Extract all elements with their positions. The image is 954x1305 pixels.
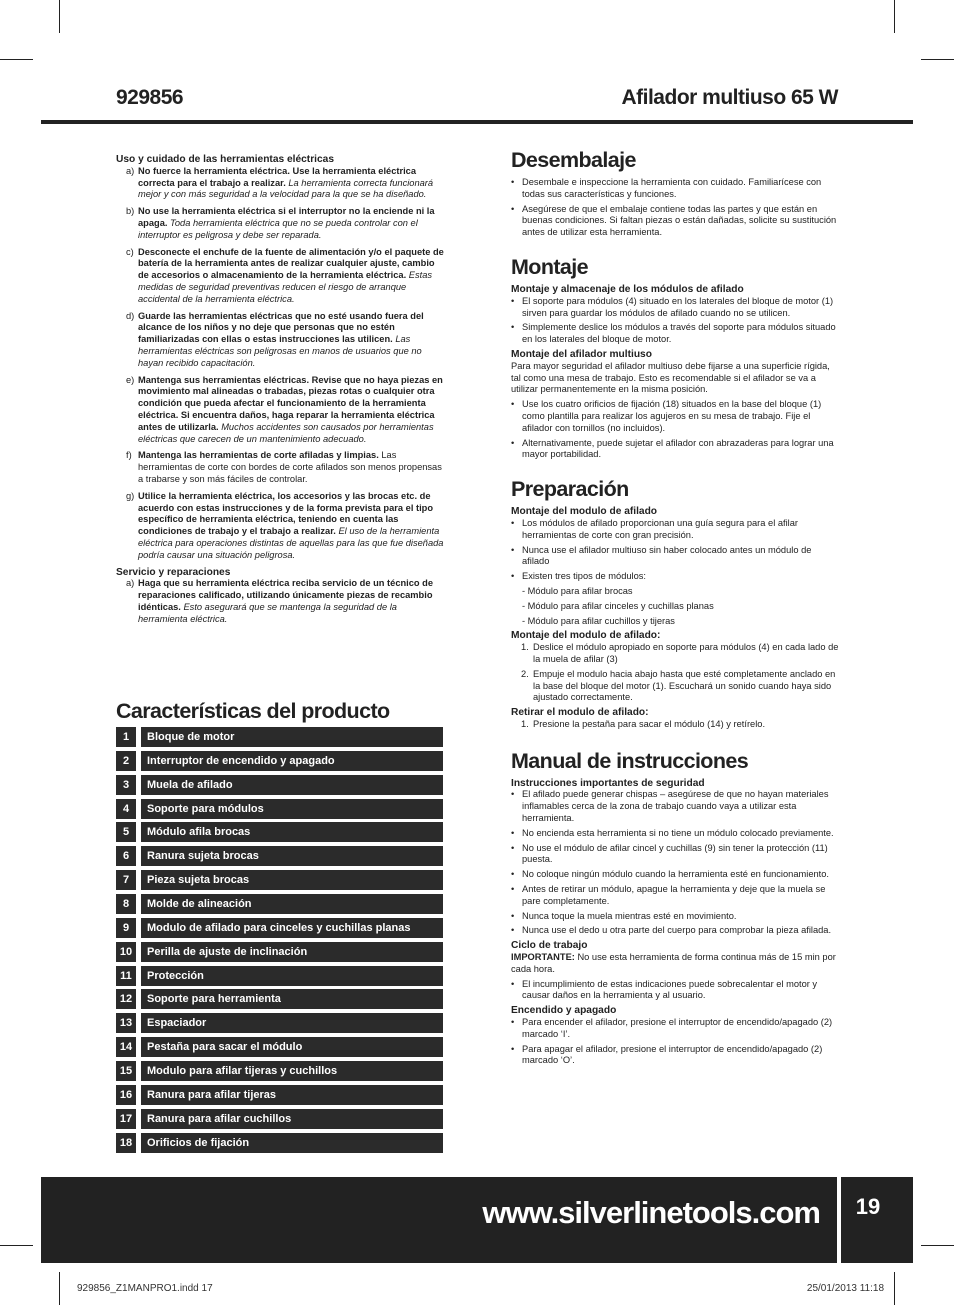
feature-number: 8 (116, 894, 136, 914)
bullet-item: • Nunca toque la muela mientras esté en movimiento. (511, 911, 841, 923)
feature-row (116, 894, 443, 914)
preparacion-sub1: Montaje del modulo de afilado (511, 506, 658, 518)
step-marker: 1. (521, 718, 529, 729)
montaje-para2: Para mayor seguridad el afilador multiuso debe fijarse a una superficie rígida, tal como una mesa de trabajo. Esto es recomendable si el afilador se va a utilizar permanentemente en la misma posición. (511, 360, 830, 395)
dash-item: - Módulo para afilar brocas (522, 585, 633, 596)
preparacion-sub3: Retirar el modulo de afilado: (511, 707, 649, 719)
crop-mark (0, 1245, 33, 1246)
item-italic-text: Las herramientas eléctricas son peligrosas en manos de usuarios que no hayan recibido capacitación. (138, 334, 422, 368)
crop-mark (894, 0, 895, 33)
feature-label: Muela de afilado (141, 775, 443, 795)
crop-mark (921, 1245, 954, 1246)
item-italic-text: La herramienta correcta funcionará mejor y con más seguridad a la velocidad para la que se ha diseñado. (138, 177, 434, 200)
module-types-list (511, 586, 841, 627)
feature-label: Pestaña para sacar el módulo (141, 1037, 443, 1057)
bullet-item: • El incumplimiento de estas indicaciones puede sobrecalentar el motor y causar daños en la herramienta y al usuario. (511, 979, 841, 1003)
item-marker: e) (126, 374, 135, 385)
feature-row (116, 1061, 443, 1081)
item-italic-text: Muchos accidentes son causados por herramientas eléctricas que carecen de un mantenimiento adecuado. (138, 421, 434, 444)
feature-row (116, 751, 443, 771)
item-italic-text: Estas medidas de seguridad preventivas reducen el riesgo de arranque accidental de la herramienta eléctrica. (138, 270, 433, 304)
montaje-sub1: Montaje y almacenaje de los módulos de afilado (511, 283, 744, 295)
section-heading-servicio: Servicio y reparaciones (116, 566, 231, 578)
item-italic-text: El uso de la herramienta eléctrica para operaciones distintas de aquellas para las que fue diseñada podría causar una situación peligrosa. (138, 526, 444, 560)
feature-number: 15 (116, 1061, 136, 1081)
feature-row (116, 822, 443, 842)
desembalaje-list (511, 177, 841, 239)
item-bold-text: Mantenga sus herramientas eléctricas. Revise que no haya piezas en movimiento mal alineadas o trabadas, piezas rotas o cualquier otra condición que pueda afectar el funcionamiento de la herramienta eléctrica. Si encuentra daños, haga reparar la herramienta eléctrica antes de utilizarla. (138, 374, 443, 432)
feature-number: 7 (116, 870, 136, 890)
step-text: Presione la pestaña para sacar el módulo (14) y retírelo. (533, 718, 766, 729)
feature-number: 6 (116, 846, 136, 866)
bullet-item: • Para apagar el afilador, presione el interruptor de encendido/apagado (2) marcado ‘O’. (511, 1044, 841, 1068)
crop-mark (921, 59, 954, 60)
feature-label: Espaciador (141, 1013, 443, 1033)
item-marker: d) (126, 310, 135, 321)
feature-row (116, 989, 443, 1009)
feature-label: Ranura para afilar tijeras (141, 1085, 443, 1105)
feature-row (116, 775, 443, 795)
feature-label: Molde de alineación (141, 894, 443, 914)
list-item (116, 247, 446, 306)
preparacion-list-1 (511, 518, 841, 583)
step-item (511, 719, 841, 731)
important-label: IMPORTANTE: (511, 952, 575, 963)
feature-row (116, 1085, 443, 1105)
bullet-item: • Los módulos de afilado proporcionan una guía segura para el afilar herramientas de corte con gran precisión. (511, 518, 841, 542)
feature-number: 17 (116, 1109, 136, 1129)
item-bold-text: Guarde las herramientas eléctricas que no esté usando fuera del alcance de los niños y no deje que personas que no estén familiarizadas con ellas o estas instrucciones las utilicen. (138, 310, 424, 345)
uso-list (116, 166, 446, 562)
feature-row (116, 1037, 443, 1057)
feature-label: Modulo de afilado para cinceles y cuchillas planas (141, 918, 443, 938)
feature-row (116, 942, 443, 962)
dash-item: - Módulo para afilar cinceles y cuchillas planas (522, 600, 714, 611)
manual-sub1: Instrucciones importantes de seguridad (511, 777, 705, 789)
feature-number: 11 (116, 966, 136, 986)
feature-number: 3 (116, 775, 136, 795)
item-marker: a) (126, 578, 135, 589)
item-italic-text: Toda herramienta eléctrica que no se pueda controlar con el interruptor es peligrosa y debe ser reparada. (138, 217, 418, 240)
feature-row (116, 966, 443, 986)
item-bold-text: Desconecte el enchufe de la fuente de alimentación y/o el paquete de batería de la herramienta antes de realizar cualquier ajuste, cambio de accesorios o almacenamiento de la herramienta eléctrica. (138, 246, 444, 281)
list-item (116, 578, 446, 625)
bullet-item: • Para encender el afilador, presione el interruptor de encendido/apagado (2) marcado ‘I’. (511, 1017, 841, 1041)
item-bold-text: Utilice la herramienta eléctrica, los accesorios y las brocas etc. de acuerdo con estas instrucciones y de la forma prevista para el tipo específico de herramienta eléctrica, teniendo en cuenta las condiciones de trabajo y el trabajo a realizar. (138, 490, 434, 537)
bullet-item: • Existen tres tipos de módulos: (511, 571, 841, 583)
montaje-sub2: Montaje del afilador multiuso (511, 348, 652, 360)
feature-number: 4 (116, 799, 136, 819)
step-marker: 2. (521, 668, 529, 679)
feature-label: Módulo afila brocas (141, 822, 443, 842)
feature-row (116, 799, 443, 819)
heading-preparacion: Preparación (511, 477, 629, 502)
section-heading-uso: Uso y cuidado de las herramientas eléctricas (116, 154, 334, 165)
feature-row (116, 1109, 443, 1129)
item-bold-text: No use la herramienta eléctrica si el interruptor no la enciende ni la apaga. (138, 206, 435, 228)
feature-label: Interruptor de encendido y apagado (141, 751, 443, 771)
feature-row (116, 727, 443, 747)
feature-number: 18 (116, 1133, 136, 1153)
feature-row (116, 846, 443, 866)
heading-montaje: Montaje (511, 254, 589, 279)
left-column (116, 154, 446, 630)
bullet-item: • El afilado puede generar chispas – asegúrese de que no hayan materiales inflamables cerca de la zona de trabajo cuando vaya a utilizar esta herramienta. (511, 789, 841, 824)
right-column (511, 148, 841, 1070)
preparacion-steps-3 (511, 719, 841, 731)
website-link[interactable]: www.silverlinetools.com (482, 1195, 820, 1230)
features-heading: Características del producto (116, 699, 390, 723)
feature-row (116, 870, 443, 890)
manual-list-2 (511, 979, 841, 1003)
page-title: Afilador multiuso 65 W (621, 86, 838, 109)
montaje-list-2 (511, 399, 841, 461)
bullet-item: • Nunca use el afilador multiuso sin haber colocado antes un módulo de afilado (511, 545, 841, 569)
bullet-item: • Desembale e inspeccione la herramienta con cuidado. Familiarícese con todas sus características y funciones. (511, 177, 841, 201)
feature-number: 5 (116, 822, 136, 842)
crop-mark (59, 1272, 60, 1305)
crop-mark (894, 1272, 895, 1305)
feature-row (116, 918, 443, 938)
montaje-list-1 (511, 296, 841, 346)
heading-desembalaje: Desembalaje (511, 148, 636, 172)
feature-label: Pieza sujeta brocas (141, 870, 443, 890)
bullet-item: • No use el módulo de afilar cincel y cuchillas (9) sin tener la protección (11) puesta. (511, 843, 841, 867)
list-item (116, 311, 446, 370)
feature-row (116, 1133, 443, 1153)
step-item (511, 642, 841, 666)
important-note (511, 952, 841, 976)
item-text: Las herramientas de corte con bordes de corte afilados son menos propensas a trabarse y son más fáciles de controlar. (138, 450, 442, 484)
list-item (116, 375, 446, 446)
step-text: Empuje el modulo hacia abajo hasta que esté completamente anclado en la base del bloque del motor (1). Escuchará un sonido cuando haya sido ajustado correctamente. (533, 668, 836, 703)
bullet-item: • No encienda esta herramienta si no tiene un módulo colocado previamente. (511, 828, 841, 840)
page-number: 19 (855, 1194, 881, 1219)
feature-number: 9 (116, 918, 136, 938)
manual-list-3 (511, 1017, 841, 1067)
footer-divider (837, 1177, 841, 1263)
bullet-item: • Alternativamente, puede sujetar el afilador con abrazaderas para lograr una mayor portabilidad. (511, 438, 841, 462)
bullet-item: • Use los cuatro orificios de fijación (18) situados en la base del bloque (1) como plantilla para realizar los agujeros en su mesa de trabajo. Fije el afilador con tornillos (no incluidos). (511, 399, 841, 434)
item-italic-text: Esto asegurará que se mantenga la seguridad de la herramienta eléctrica. (138, 601, 397, 624)
feature-label: Ranura sujeta brocas (141, 846, 443, 866)
item-bold-text: No fuerce la herramienta eléctrica. Use la herramienta eléctrica correcta para el trabajo a realizar. (138, 165, 417, 188)
bullet-item: • No coloque ningún módulo cuando la herramienta esté en funcionamiento. (511, 869, 841, 881)
item-marker: a) (126, 165, 135, 176)
step-marker: 1. (521, 642, 529, 653)
feature-number: 2 (116, 751, 136, 771)
list-item (116, 206, 446, 241)
manual-sub2: Ciclo de trabajo (511, 940, 588, 952)
slug-datetime: 25/01/2013 11:18 (806, 1283, 884, 1294)
preparacion-sub2: Montaje del modulo de afilado: (511, 630, 661, 642)
model-number: 929856 (116, 86, 184, 109)
feature-label: Bloque de motor (141, 727, 443, 747)
item-marker: c) (126, 246, 134, 257)
bullet-item: • El soporte para módulos (4) situado en los laterales del bloque de motor (1) sirven para guardar los módulos de afilado cuando no se utilicen. (511, 296, 841, 320)
step-item (511, 669, 841, 704)
feature-label: Orificios de fijación (141, 1133, 443, 1153)
header-rule (41, 120, 913, 124)
feature-number: 16 (116, 1085, 136, 1105)
list-item (116, 450, 446, 485)
feature-label: Soporte para herramienta (141, 989, 443, 1009)
feature-label: Protección (141, 966, 443, 986)
bullet-item: • Nunca use el dedo u otra parte del cuerpo para comprobar la pieza afilada. (511, 925, 841, 937)
crop-mark (59, 0, 60, 33)
bullet-item: • Antes de retirar un módulo, apague la herramienta y deje que la muela se pare completamente. (511, 884, 841, 908)
servicio-list (116, 578, 446, 625)
feature-row (116, 1013, 443, 1033)
feature-label: Soporte para módulos (141, 799, 443, 819)
item-bold-text: Haga que su herramienta eléctrica reciba servicio de un técnico de reparaciones calificado, utilizando únicamente piezas de recambio idénticas. (138, 578, 434, 612)
feature-label: Modulo para afilar tijeras y cuchillos (141, 1061, 443, 1081)
crop-mark (0, 59, 33, 60)
item-bold-text: Mantenga las herramientas de corte afiladas y limpias. (138, 450, 379, 461)
heading-manual: Manual de instrucciones (511, 748, 749, 773)
feature-number: 12 (116, 989, 136, 1009)
list-item (116, 166, 446, 201)
feature-number: 1 (116, 727, 136, 747)
features-table (116, 727, 443, 1156)
manual-list-1 (511, 789, 841, 937)
slug-filename: 929856_Z1MANPRO1.indd 17 (77, 1283, 213, 1294)
preparacion-steps-2 (511, 642, 841, 704)
feature-number: 14 (116, 1037, 136, 1057)
feature-label: Perilla de ajuste de inclinación (141, 942, 443, 962)
bullet-item: • Simplemente deslice los módulos a través del soporte para módulos situado en los laterales del bloque de motor. (511, 322, 841, 346)
important-text: No use esta herramienta de forma continua más de 15 min por cada hora. (511, 952, 836, 974)
item-marker: f) (126, 450, 132, 461)
list-item (116, 491, 446, 562)
dash-item: - Módulo para afilar cuchillos y tijeras (522, 615, 675, 626)
bullet-item: • Asegúrese de que el embalaje contiene todas las partes y que están en buenas condiciones. Si faltan piezas o están dañadas, solicite su sustitución antes de utilizar esta herramienta. (511, 204, 841, 239)
item-marker: b) (126, 206, 135, 217)
manual-sub3: Encendido y apagado (511, 1005, 617, 1017)
step-text: Deslice el módulo apropiado en soporte para módulos (4) en cada lado de la muela de afilar (3) (533, 642, 839, 664)
feature-number: 10 (116, 942, 136, 962)
item-marker: g) (126, 490, 135, 501)
feature-label: Ranura para afilar cuchillos (141, 1109, 443, 1129)
feature-number: 13 (116, 1013, 136, 1033)
